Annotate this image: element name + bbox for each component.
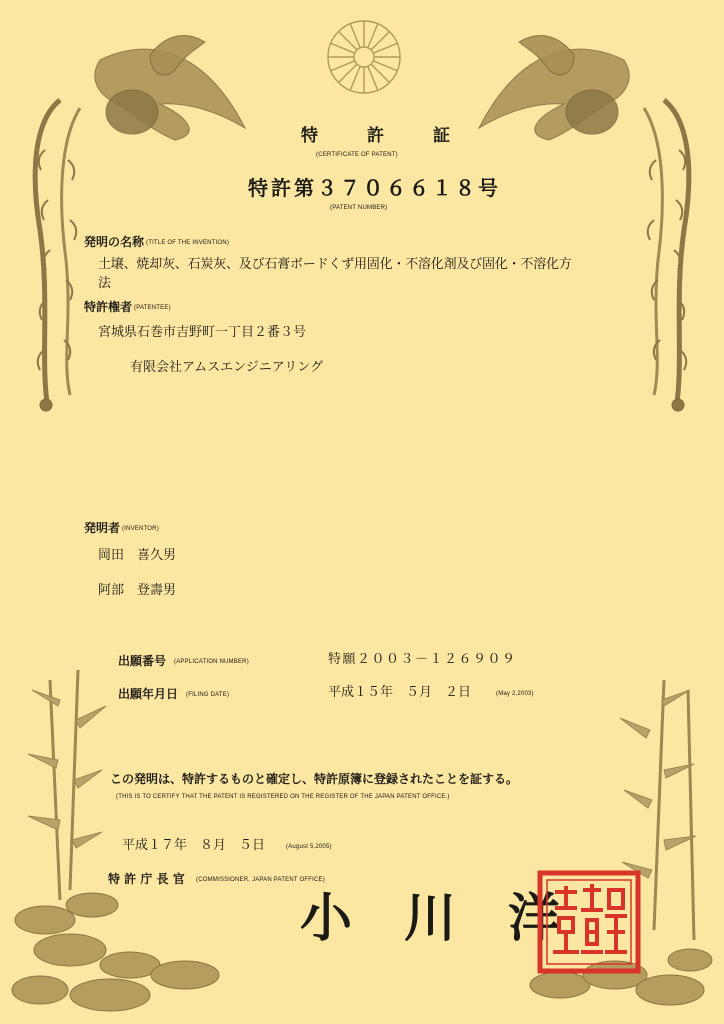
inventor-label-en: (INVENTOR) [122, 526, 159, 532]
application-label-en: (APPLICATION NUMBER) [174, 659, 249, 665]
patentee-label: 特許権者 [84, 300, 133, 314]
left-flowers-icon [12, 893, 219, 1011]
filing-date-label-en: (FILING DATE) [186, 692, 230, 698]
chrysanthemum-crest-icon [328, 21, 400, 93]
filing-date-en: (May 2,2003) [496, 691, 534, 697]
patent-number: 特許第３７０６６１８号 [248, 176, 501, 200]
filing-date-label: 出願年月日 [118, 687, 179, 701]
left-bamboo-icon [28, 670, 106, 900]
certificate-title: 特 許 証 [301, 126, 466, 146]
right-phoenix-icon [479, 36, 689, 411]
application-number: 特願２００３－１２６９０９ [328, 652, 517, 667]
certification-statement: この発明は、特許するものと確定し、特許原簿に登録されたことを証する。 [110, 772, 519, 786]
invention-label: 発明の名称 [84, 235, 145, 249]
patent-number-en: (PATENT NUMBER) [330, 205, 388, 211]
issue-date-en: (August 5,2005) [286, 844, 332, 850]
patentee-name: 有限会社アムスエンジニアリング [130, 360, 323, 375]
certificate-title-en: (CERTIFICATE OF PATENT) [316, 152, 398, 158]
official-seal-icon [537, 870, 641, 974]
invention-title-line-1: 土壌、焼却灰、石炭灰、及び石膏ボードくず用固化・不溶化剤及び固化・不溶化方 [98, 257, 572, 272]
issue-date: 平成１７年 ８月 ５日 [122, 838, 266, 853]
patentee-address: 宮城県石巻市吉野町一丁目２番３号 [98, 325, 307, 340]
commissioner-title: 特 許 庁 長 官 [108, 872, 185, 886]
certification-statement-en: (THIS IS TO CERTIFY THAT THE PATENT IS REGISTERED ON THE REGISTER OF THE JAPAN PATENT OFFICE.) [116, 794, 450, 800]
inventor-2: 阿部 登壽男 [98, 583, 177, 598]
patentee-label-en: (PATENTEE) [134, 305, 171, 311]
inventor-1: 岡田 喜久男 [98, 548, 177, 563]
left-phoenix-icon [35, 36, 245, 411]
filing-date: 平成１５年 ５月 ２日 [328, 685, 472, 700]
commissioner-title-en: (COMMISSIONER, JAPAN PATENT OFFICE) [196, 877, 325, 883]
invention-title-line-2: 法 [98, 276, 112, 291]
commissioner-signature: 小 川 洋 [300, 888, 561, 949]
inventor-label: 発明者 [84, 521, 121, 535]
invention-label-en: (TITLE OF THE INVENTION) [146, 240, 230, 246]
application-label: 出願番号 [118, 654, 167, 668]
